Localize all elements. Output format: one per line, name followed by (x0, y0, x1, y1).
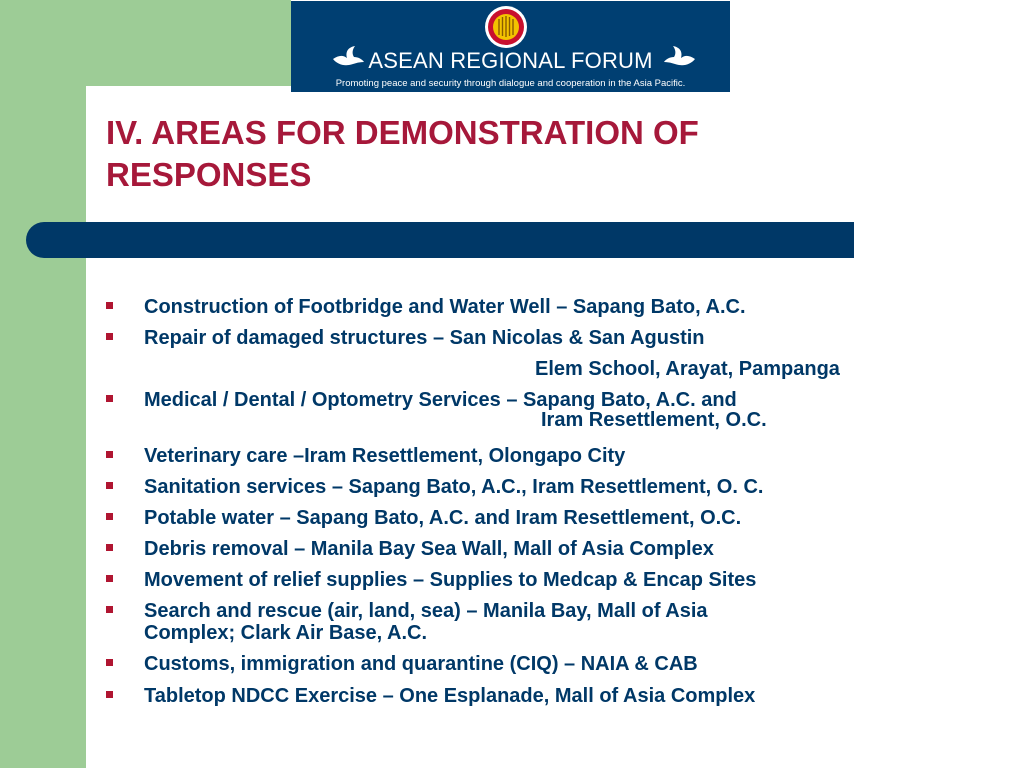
bullet-marker (106, 513, 113, 520)
asean-seal-icon (484, 5, 528, 49)
bullet-marker (106, 395, 113, 402)
bullet-marker (106, 302, 113, 309)
bullet-text: Repair of damaged structures – San Nicolas & San Agustin (144, 327, 705, 349)
bullet-text: Debris removal – Manila Bay Sea Wall, Mall of Asia Complex (144, 538, 714, 560)
bullet-marker (106, 544, 113, 551)
bullet-text: Customs, immigration and quarantine (CIQ) – NAIA & CAB (144, 653, 698, 675)
bullet-text-continuation: Elem School, Arayat, Pampanga (535, 358, 840, 380)
logo-name: ASEAN REGIONAL FORUM (368, 48, 653, 73)
bullet-marker (106, 575, 113, 582)
title-line: RESPONSES (106, 156, 312, 193)
bullet-text: Medical / Dental / Optometry Services – Sapang Bato, A.C. and (144, 389, 737, 411)
title-divider-bar (26, 222, 854, 258)
bullet-marker (106, 333, 113, 340)
left-green-strip (0, 0, 86, 768)
bullet-text: Potable water – Sapang Bato, A.C. and Iram Resettlement, O.C. (144, 507, 742, 529)
logo-tagline: Promoting peace and security through dialogue and cooperation in the Asia Pacific. (335, 78, 686, 89)
bullet-marker (106, 691, 113, 698)
title-line: IV. AREAS FOR DEMONSTRATION OF (106, 114, 699, 151)
bullet-marker (106, 606, 113, 613)
bullet-text: Search and rescue (air, land, sea) – Manila Bay, Mall of Asia (144, 600, 708, 622)
bullet-text: Construction of Footbridge and Water Well – Sapang Bato, A.C. (144, 296, 746, 318)
top-green-area (86, 0, 291, 86)
bullet-text: Movement of relief supplies – Supplies to Medcap & Encap Sites (144, 569, 757, 591)
bullet-text: Sanitation services – Sapang Bato, A.C., Iram Resettlement, O. C. (144, 476, 764, 498)
bullet-marker (106, 659, 113, 666)
slide-title (106, 112, 866, 196)
bullet-text: Veterinary care –Iram Resettlement, Olongapo City (144, 445, 626, 467)
asean-regional-forum-logo (291, 1, 730, 92)
bullet-marker (106, 451, 113, 458)
bullet-text: Tabletop NDCC Exercise – One Esplanade, Mall of Asia Complex (144, 685, 756, 707)
bullet-text-continuation: Complex; Clark Air Base, A.C. (144, 622, 428, 644)
bullet-marker (106, 482, 113, 489)
dove-icon (663, 45, 697, 69)
bullet-text-continuation: Iram Resettlement, O.C. (541, 409, 767, 431)
